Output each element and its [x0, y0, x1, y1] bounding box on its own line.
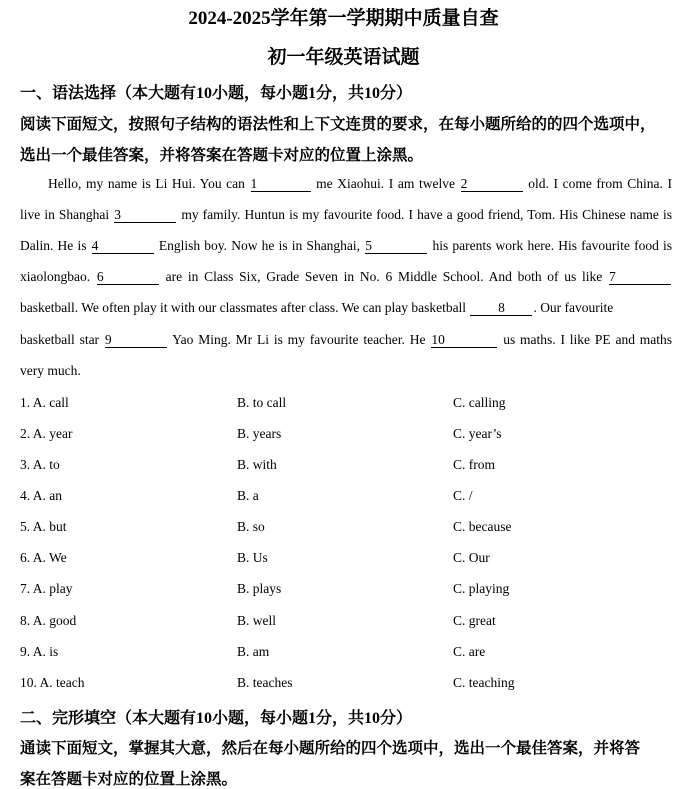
answer-blank-2[interactable]: 2 [461, 177, 523, 192]
passage-line [20, 269, 672, 285]
option-3-c[interactable]: C. from [453, 457, 495, 472]
option-9-b[interactable]: B. am [237, 644, 270, 659]
section1-instruction-line2: 选出一个最佳答案，并将答案在答题卡对应的位置上涂黑。 [20, 147, 424, 164]
passage-text: are in Class Six, Grade Seven in No. 6 Middle School. And both of us like [165, 269, 603, 284]
section2-instruction-line2: 案在答题卡对应的位置上涂黑。 [20, 771, 238, 788]
option-10-a[interactable]: 10. A. teach [20, 675, 85, 690]
passage-text: very much. [20, 363, 81, 378]
passage-text: me Xiaohui. I am twelve [316, 176, 455, 191]
page-subtitle: 初一年级英语试题 [267, 47, 420, 68]
passage-text: Hello, my name is Li Hui. You can [48, 176, 245, 191]
option-5-b[interactable]: B. so [237, 519, 265, 534]
passage-line [20, 300, 672, 316]
option-10-b[interactable]: B. teaches [237, 675, 293, 690]
option-6-b[interactable]: B. Us [237, 550, 268, 565]
section2-heading: 二、完形填空（本大题有10小题，每小题1分，共10分） [20, 710, 413, 727]
answer-blank-3[interactable]: 3 [114, 208, 176, 223]
option-2-b[interactable]: B. years [237, 426, 282, 441]
option-2-c[interactable]: C. year’s [453, 426, 502, 441]
passage-text: Yao Ming. Mr Li is my favourite teacher. He [172, 332, 426, 347]
option-6-a[interactable]: 6. A. We [20, 550, 67, 565]
passage-line [20, 363, 672, 379]
answer-blank-4[interactable]: 4 [92, 239, 154, 254]
option-8-a[interactable]: 8. A. good [20, 613, 77, 628]
answer-blank-10[interactable]: 10 [431, 333, 497, 348]
option-4-b[interactable]: B. a [237, 488, 259, 503]
page-title: 2024-2025学年第一学期期中质量自查 [188, 8, 499, 29]
option-7-a[interactable]: 7. A. play [20, 581, 73, 596]
option-4-a[interactable]: 4. A. an [20, 488, 62, 503]
answer-blank-1[interactable]: 1 [251, 177, 311, 192]
option-4-c[interactable]: C. / [453, 488, 473, 503]
passage-line [20, 207, 672, 223]
passage-text: basketball. We often play it with our classmates after class. We can play basketball [20, 300, 467, 315]
passage-line [20, 238, 672, 254]
passage-line [20, 176, 672, 192]
passage-text: English boy. Now he is in Shanghai, [158, 238, 361, 253]
passage-text: xiaolongbao. [20, 269, 91, 284]
option-5-a[interactable]: 5. A. but [20, 519, 67, 534]
passage-text: . Our favourite [533, 300, 614, 315]
passage-text: old. I come from China. I [528, 176, 673, 191]
answer-blank-9[interactable]: 9 [105, 333, 167, 348]
option-3-a[interactable]: 3. A. to [20, 457, 60, 472]
option-10-c[interactable]: C. teaching [453, 675, 515, 690]
answer-blank-7[interactable]: 7 [609, 270, 671, 285]
option-3-b[interactable]: B. with [237, 457, 277, 472]
option-1-c[interactable]: C. calling [453, 395, 506, 410]
answer-blank-5[interactable]: 5 [365, 239, 427, 254]
answer-blank-6[interactable]: 6 [97, 270, 159, 285]
passage-text: live in Shanghai [20, 207, 110, 222]
option-7-c[interactable]: C. playing [453, 581, 510, 596]
option-9-c[interactable]: C. are [453, 644, 486, 659]
section1-instruction-line1: 阅读下面短文，按照句子结构的语法性和上下文连贯的要求，在每小题所给的的四个选项中， [20, 116, 656, 133]
option-2-a[interactable]: 2. A. year [20, 426, 73, 441]
section2-instruction-line1: 通读下面短文，掌握其大意，然后在每小题所给的四个选项中，选出一个最佳答案，并将答 [20, 740, 641, 757]
answer-blank-8[interactable]: 8 [470, 301, 532, 316]
passage-text: basketball star [20, 332, 100, 347]
option-9-a[interactable]: 9. A. is [20, 644, 59, 659]
section1-heading: 一、语法选择（本大题有10小题，每小题1分，共10分） [20, 85, 413, 102]
option-1-a[interactable]: 1. A. call [20, 395, 69, 410]
passage-text: Dalin. He is [20, 238, 87, 253]
option-5-c[interactable]: C. because [453, 519, 512, 534]
option-1-b[interactable]: B. to call [237, 395, 287, 410]
option-7-b[interactable]: B. plays [237, 581, 282, 596]
option-8-c[interactable]: C. great [453, 613, 496, 628]
option-8-b[interactable]: B. well [237, 613, 276, 628]
passage-text: us maths. I like PE and maths [503, 332, 673, 347]
passage-line [20, 332, 672, 348]
passage-text: his parents work here. His favourite food is [432, 238, 673, 253]
option-6-c[interactable]: C. Our [453, 550, 490, 565]
passage-text: my family. Huntun is my favourite food. I have a good friend, Tom. His Chinese name is [181, 207, 673, 222]
